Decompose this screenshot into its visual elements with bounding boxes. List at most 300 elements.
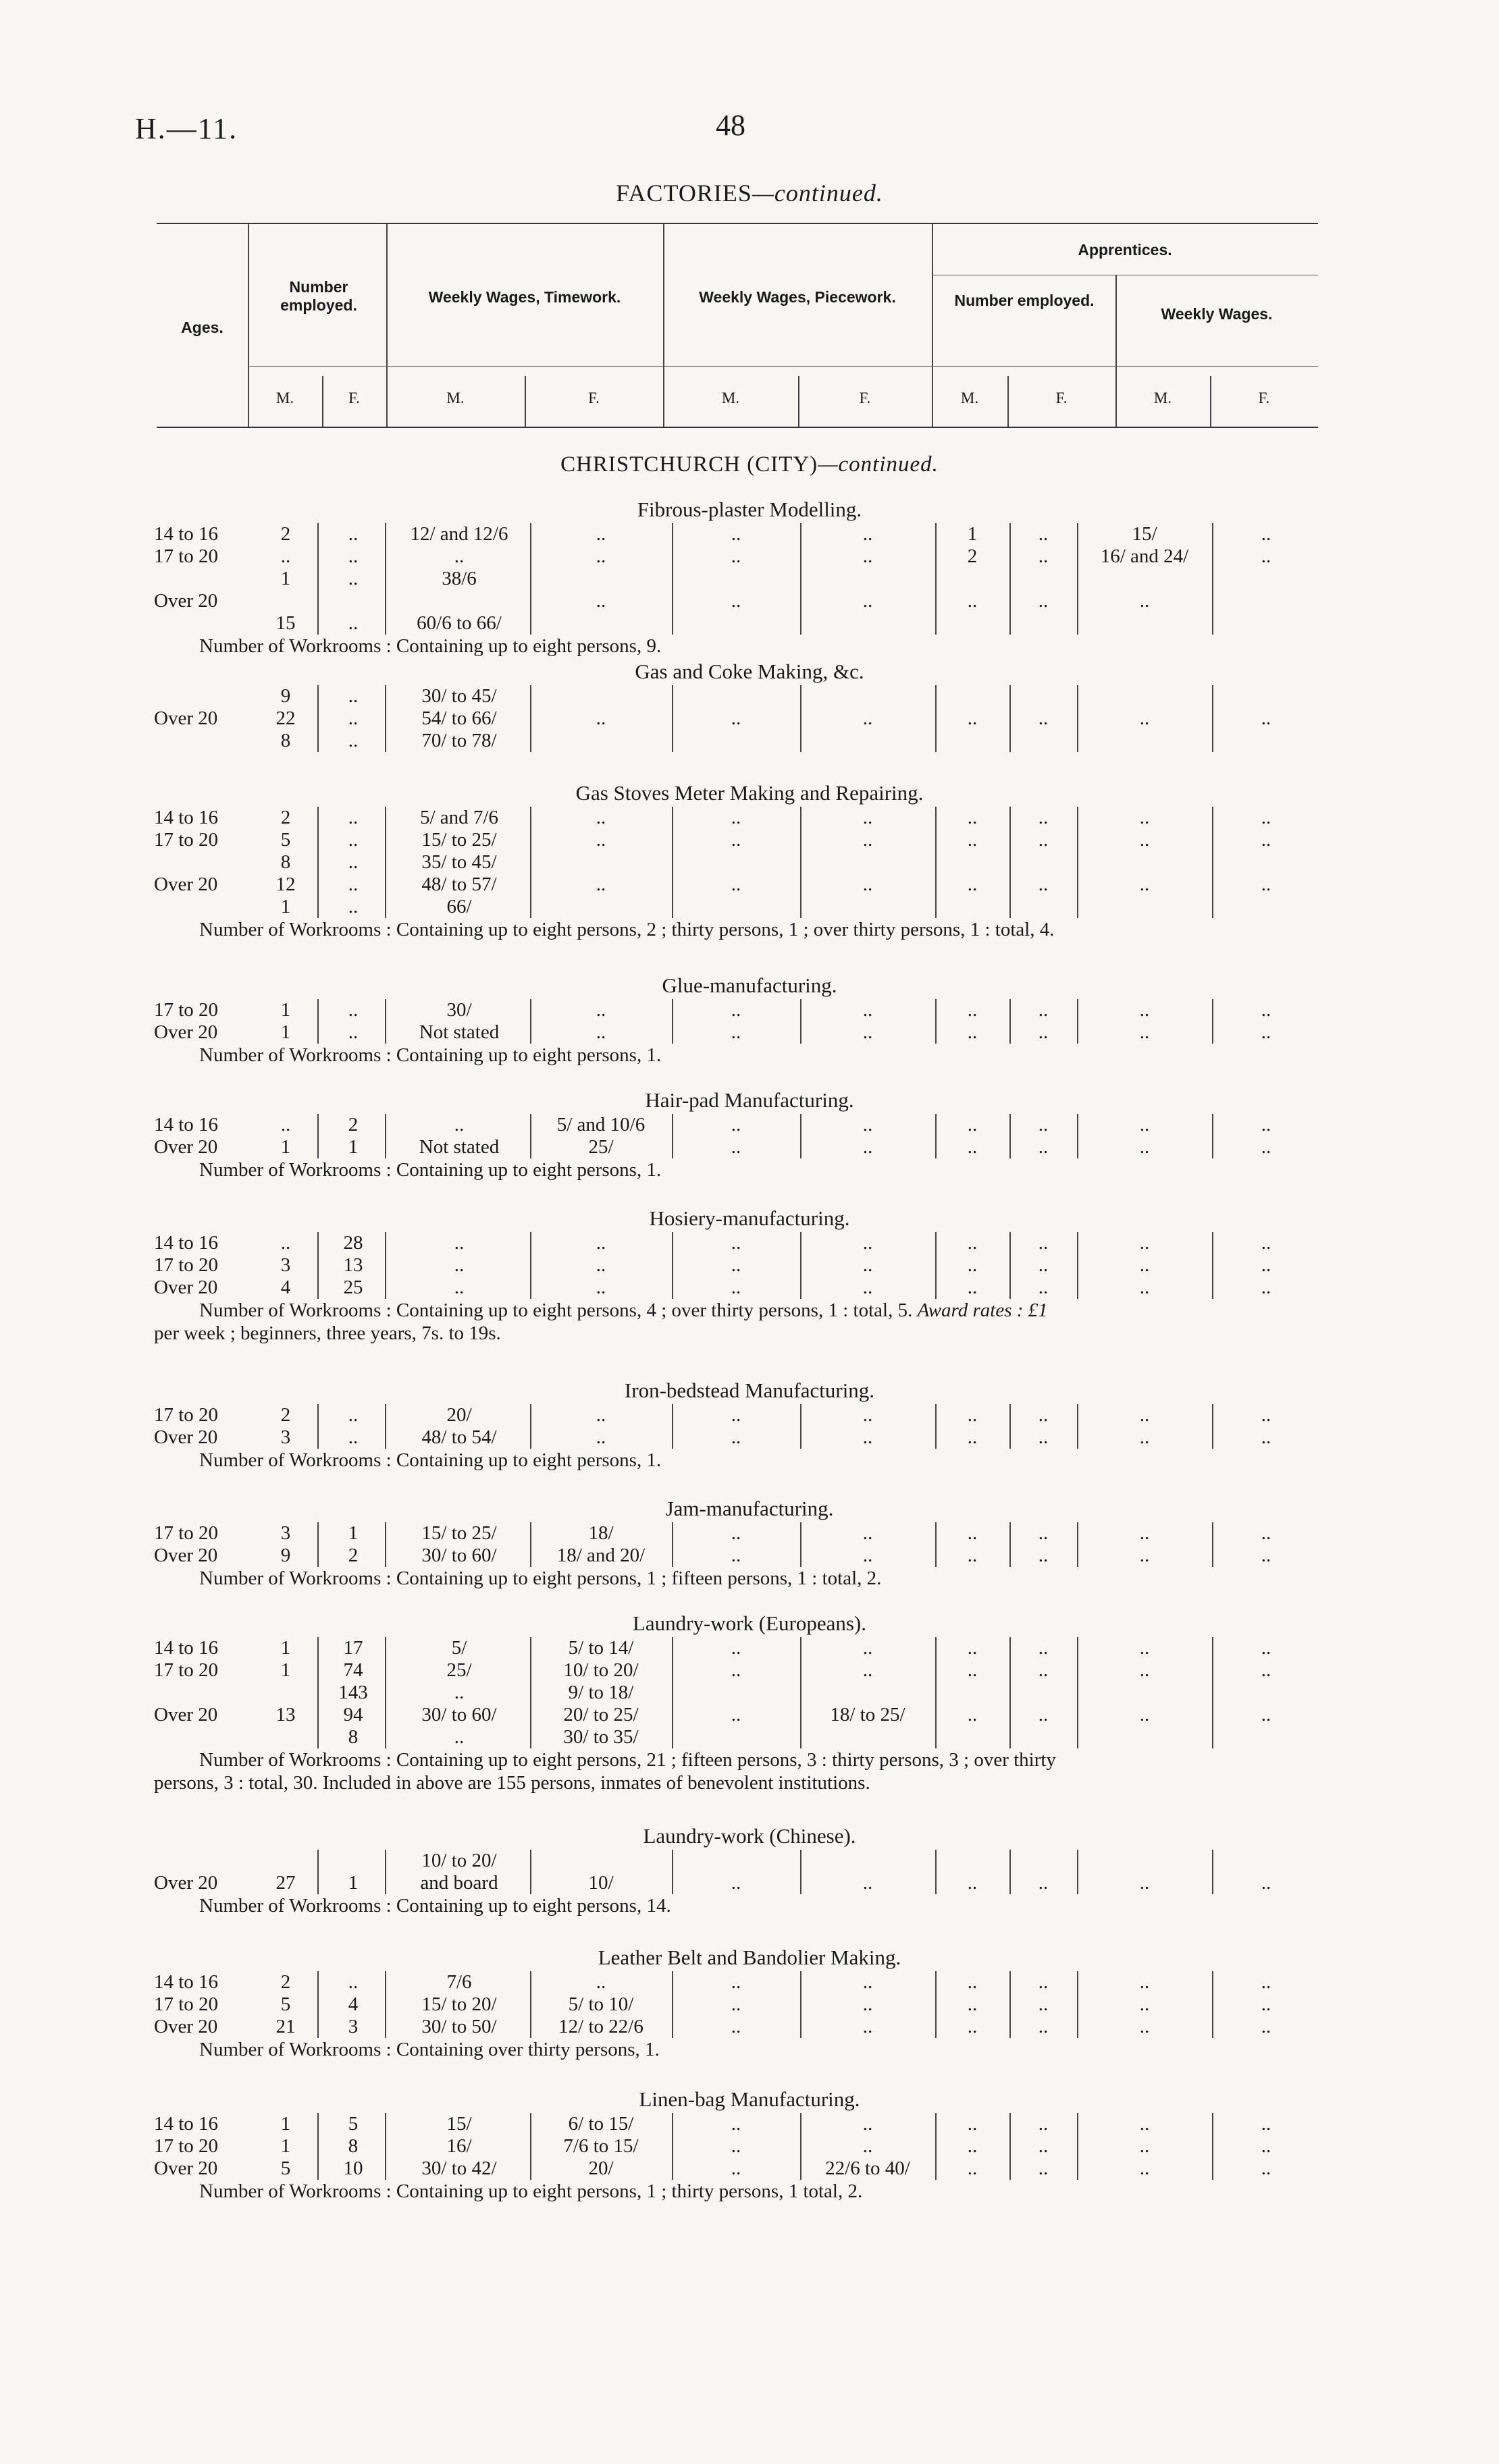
- workrooms-note: [0, 1299, 1499, 1322]
- age-cell: 17 to 20: [154, 1404, 219, 1426]
- age-cell: 17 to 20: [154, 999, 219, 1021]
- age-cell: Over 20: [154, 1426, 218, 1448]
- age-cell: 17 to 20: [154, 545, 219, 567]
- column-rule: [385, 1021, 386, 1044]
- table-cell: ..: [596, 523, 606, 545]
- table-cell: ..: [1139, 1021, 1150, 1043]
- table-row: [0, 1136, 1499, 1158]
- table-cell: ..: [862, 1522, 873, 1544]
- column-rule: [530, 1850, 531, 1872]
- table-cell: ..: [596, 999, 606, 1021]
- table-cell: ..: [731, 999, 741, 1021]
- column-rule: [385, 1659, 386, 1682]
- section-title: Linen-bag Manufacturing.: [639, 2087, 860, 2111]
- workrooms-note-text: Number of Workrooms : Containing up to eight persons, 1.: [199, 1159, 662, 1181]
- table-cell: ..: [862, 1637, 873, 1659]
- table-cell: ..: [1038, 1404, 1049, 1426]
- table-cell: ..: [731, 1545, 741, 1566]
- table-cell: ..: [862, 874, 873, 895]
- table-cell: ..: [1139, 2158, 1150, 2179]
- column-rule: [317, 1872, 319, 1894]
- column-rule: [385, 2135, 386, 2158]
- table-cell: ..: [731, 1232, 741, 1254]
- workrooms-note-text: Number of Workrooms : Containing up to eight persons, 21 ; fifteen persons, 3 : thirty persons, 3 ; over thirty: [199, 1749, 1056, 1771]
- table-cell: ..: [1261, 1545, 1271, 1566]
- table-cell: ..: [596, 545, 606, 567]
- table-cell: ..: [967, 1136, 978, 1158]
- column-rule: [1009, 1850, 1011, 1872]
- table-cell: ..: [1139, 1545, 1150, 1566]
- table-cell: 60/6 to 66/: [417, 612, 502, 634]
- table-cell: ..: [967, 1522, 978, 1544]
- table-cell: ..: [967, 1114, 978, 1135]
- age-cell: 14 to 16: [154, 1637, 219, 1659]
- workrooms-note-text: Number of Workrooms : Containing up to eight persons, 2 ; thirty persons, 1 ; over thirty persons, 1 : total, 4.: [199, 919, 1055, 940]
- table-cell: 54/ to 66/: [421, 707, 497, 729]
- table-cell: ..: [1139, 1659, 1150, 1681]
- table-cell: ..: [1139, 1522, 1150, 1544]
- column-rule: [385, 1114, 386, 1136]
- age-cell: 14 to 16: [154, 1971, 219, 1993]
- table-cell: ..: [1261, 874, 1271, 895]
- table-cell: ..: [596, 590, 606, 612]
- table-cell: ..: [1261, 1277, 1271, 1298]
- award-rates: Award rates : £1: [917, 1300, 1048, 1321]
- column-rule: [1009, 1682, 1011, 1704]
- column-rule: [1212, 590, 1213, 612]
- section-rows: [0, 1114, 1499, 1158]
- section: [0, 1377, 1499, 1472]
- column-rule: [317, 807, 319, 829]
- table-cell: ..: [862, 1404, 873, 1426]
- table-cell: ..: [1139, 1426, 1150, 1448]
- table-cell: 74: [343, 1659, 363, 1681]
- column-rule: [317, 1136, 319, 1158]
- column-rule: [1009, 730, 1011, 752]
- table-cell: ..: [731, 1404, 741, 1426]
- table-cell: ..: [1261, 1637, 1271, 1659]
- table-cell: 12/ to 22/6: [558, 2016, 643, 2037]
- table-cell: 18/: [588, 1522, 614, 1544]
- table-cell: ..: [454, 545, 465, 567]
- table-cell: 28: [343, 1232, 363, 1254]
- column-rule: [672, 896, 673, 918]
- column-rule: [317, 2113, 319, 2135]
- table-cell: 1: [280, 568, 291, 589]
- table-cell: ..: [967, 1426, 978, 1448]
- table-cell: Not stated: [419, 1136, 500, 1158]
- page-number: 48: [716, 109, 745, 142]
- table-cell: ..: [348, 730, 359, 751]
- table-cell: 1: [280, 1637, 291, 1659]
- table-cell: 1: [280, 1659, 291, 1681]
- table-cell: 22: [275, 707, 296, 729]
- table-cell: 3: [280, 1254, 291, 1276]
- column-rule: [385, 1682, 386, 1704]
- table-cell: ..: [1261, 1872, 1271, 1894]
- section-title: Hair-pad Manufacturing.: [645, 1088, 854, 1112]
- table-cell: ..: [862, 1021, 873, 1043]
- table-cell: 18/ and 20/: [556, 1545, 646, 1566]
- column-rule: [385, 1426, 386, 1449]
- workrooms-note-text: Number of Workrooms : Containing up to eight persons, 1 ; thirty persons, 1 total, 2.: [199, 2180, 863, 2202]
- table-cell: ..: [596, 707, 606, 729]
- table-cell: ..: [348, 874, 359, 895]
- table-cell: 1: [280, 999, 291, 1021]
- table-cell: ..: [1261, 1971, 1271, 1993]
- table-cell: 94: [343, 1704, 363, 1725]
- table-cell: ..: [1261, 2016, 1271, 2037]
- table-cell: ..: [1261, 1114, 1271, 1135]
- age-cell: Over 20: [154, 590, 218, 612]
- table-cell: 15: [275, 612, 296, 634]
- table-cell: 48/ to 57/: [421, 874, 497, 895]
- table-cell: ..: [596, 1254, 606, 1276]
- col-m: M.: [960, 390, 979, 406]
- section-rows: [0, 1637, 1499, 1748]
- table-cell: ..: [348, 1404, 359, 1426]
- column-rule: [1009, 1726, 1011, 1748]
- table-cell: 30/ to 60/: [421, 1545, 497, 1566]
- table-cell: 5/ to 10/: [568, 1993, 634, 2015]
- column-rule: [385, 2016, 386, 2038]
- table-cell: ..: [731, 1993, 741, 2015]
- table-cell: ..: [967, 2135, 978, 2157]
- table-cell: ..: [348, 685, 359, 707]
- table-cell: 2: [348, 1545, 359, 1566]
- section-title: Fibrous-plaster Modelling.: [637, 498, 862, 521]
- table-cell: ..: [1261, 707, 1271, 729]
- table-cell: ..: [1038, 1704, 1049, 1725]
- col-app-wages: Weekly Wages.: [1161, 305, 1273, 323]
- table-row: [0, 851, 1499, 874]
- col-f: F.: [588, 390, 600, 406]
- column-rule: [317, 1993, 319, 2016]
- column-rule: [935, 1726, 937, 1748]
- table-cell: 5: [280, 2158, 291, 2179]
- table-cell: 1: [348, 1522, 359, 1544]
- table-cell: ..: [731, 2113, 741, 2135]
- table-cell: ..: [862, 545, 873, 567]
- table-cell: 1: [280, 2113, 291, 2135]
- table-cell: ..: [967, 2158, 978, 2179]
- section: [0, 2086, 1499, 2203]
- table-row: [0, 1971, 1499, 1993]
- table-cell: ..: [1139, 1993, 1150, 2015]
- table-cell: ..: [1139, 2113, 1150, 2135]
- table-cell: 13: [275, 1704, 296, 1725]
- table-row: [0, 2113, 1499, 2135]
- table-cell: 3: [280, 1426, 291, 1448]
- workrooms-note: [0, 1567, 1499, 1590]
- table-row: [0, 874, 1499, 896]
- table-row: [0, 807, 1499, 829]
- column-rule: [317, 1704, 319, 1726]
- table-cell: 9: [280, 685, 291, 707]
- workrooms-note: [0, 1894, 1499, 1917]
- table-cell: ..: [967, 1404, 978, 1426]
- section-title: Iron-bedstead Manufacturing.: [624, 1378, 875, 1402]
- table-cell: ..: [1261, 1404, 1271, 1426]
- column-rule: [317, 1277, 319, 1299]
- column-rule: [1212, 896, 1213, 918]
- table-cell: ..: [1038, 1637, 1049, 1659]
- column-rule: [530, 685, 531, 707]
- table-cell: ..: [1038, 1659, 1049, 1681]
- workrooms-note: [0, 1044, 1499, 1067]
- column-rule: [1077, 1850, 1078, 1872]
- table-cell: ..: [348, 707, 359, 729]
- table-cell: ..: [967, 1971, 978, 1993]
- table-cell: 20/: [446, 1404, 472, 1426]
- table-cell: 16/ and 24/: [1100, 545, 1189, 567]
- column-rule: [317, 851, 319, 874]
- column-rule: [385, 999, 386, 1021]
- table-row: [0, 1993, 1499, 2016]
- column-rule: [1077, 685, 1078, 707]
- column-rule: [317, 545, 319, 568]
- table-cell: ..: [1261, 829, 1271, 851]
- table-cell: ..: [1261, 999, 1271, 1021]
- column-rule: [672, 851, 673, 874]
- column-rule: [1077, 1726, 1078, 1748]
- age-cell: 14 to 16: [154, 1114, 219, 1135]
- table-cell: ..: [348, 568, 359, 589]
- table-cell: ..: [454, 1726, 465, 1748]
- col-m: M.: [446, 390, 465, 406]
- table-cell: ..: [967, 1021, 978, 1043]
- table-cell: 10/: [588, 1872, 614, 1894]
- table-cell: ..: [731, 1136, 741, 1158]
- table-cell: ..: [862, 1659, 873, 1681]
- column-rule: [385, 1404, 386, 1426]
- table-cell: 30/ to 50/: [421, 2016, 497, 2037]
- section-title: Glue-manufacturing.: [662, 973, 837, 997]
- table-cell: ..: [862, 2135, 873, 2157]
- table-cell: ..: [967, 1637, 978, 1659]
- column-rule: [935, 851, 937, 874]
- table-cell: ..: [967, 2113, 978, 2135]
- table-cell: ..: [731, 590, 741, 612]
- table-cell: ..: [967, 1545, 978, 1566]
- column-rule: [317, 1659, 319, 1682]
- column-rule: [317, 1726, 319, 1748]
- column-rule: [1009, 568, 1011, 590]
- table-cell: 2: [280, 523, 291, 545]
- table-cell: 20/ to 25/: [563, 1704, 639, 1725]
- column-rule: [385, 829, 386, 851]
- table-cell: ..: [1038, 1232, 1049, 1254]
- table-cell: ..: [596, 1971, 606, 1993]
- table-cell: ..: [1038, 707, 1049, 729]
- table-cell: 18/ to 25/: [830, 1704, 905, 1725]
- col-f: F.: [348, 390, 360, 406]
- age-cell: Over 20: [154, 707, 218, 729]
- table-cell: 38/6: [442, 568, 477, 589]
- table-cell: ..: [596, 829, 606, 851]
- column-rule: [800, 730, 801, 752]
- workrooms-note: [0, 1158, 1499, 1181]
- table-row: [0, 612, 1499, 635]
- table-cell: ..: [454, 1682, 465, 1703]
- table-cell: ..: [862, 1254, 873, 1276]
- table-cell: ..: [1139, 1232, 1150, 1254]
- col-m: M.: [1153, 390, 1172, 406]
- column-rule: [385, 896, 386, 918]
- column-rule: [317, 1850, 319, 1872]
- workrooms-note: [0, 1748, 1499, 1771]
- table-cell: ..: [862, 2016, 873, 2037]
- table-cell: 1: [348, 1872, 359, 1894]
- page-title-text: FACTORIES: [616, 180, 752, 207]
- table-cell: ..: [731, 1426, 741, 1448]
- table-cell: ..: [348, 807, 359, 828]
- section-rows: [0, 1522, 1499, 1567]
- column-rule: [800, 896, 801, 918]
- column-rule: [1009, 851, 1011, 874]
- table-cell: ..: [1038, 2016, 1049, 2037]
- table-row: [0, 730, 1499, 752]
- column-rule: [385, 1704, 386, 1726]
- table-cell: ..: [731, 1021, 741, 1043]
- section-rows: [0, 1850, 1499, 1894]
- age-cell: 17 to 20: [154, 2135, 219, 2157]
- workrooms-note: [0, 635, 1499, 658]
- table-cell: ..: [967, 1704, 978, 1725]
- table-cell: ..: [731, 1971, 741, 1993]
- table-cell: ..: [862, 1971, 873, 1993]
- column-rule: [530, 896, 531, 918]
- column-rule: [385, 1136, 386, 1158]
- table-cell: ..: [1261, 2113, 1271, 2135]
- table-cell: ..: [1261, 807, 1271, 828]
- table-cell: ..: [967, 807, 978, 828]
- table-cell: ..: [454, 1254, 465, 1276]
- table-cell: ..: [348, 612, 359, 634]
- column-rule: [530, 851, 531, 874]
- column-rule: [1212, 1850, 1213, 1872]
- table-cell: ..: [1038, 1114, 1049, 1135]
- table-cell: 2: [967, 545, 978, 567]
- column-rule: [385, 523, 386, 545]
- col-f: F.: [1055, 390, 1068, 406]
- column-rule: [1212, 612, 1213, 635]
- table-row: [0, 523, 1499, 545]
- table-row: [0, 829, 1499, 851]
- table-row: [0, 1659, 1499, 1682]
- table-cell: ..: [280, 545, 291, 567]
- table-cell: ..: [1139, 1704, 1150, 1725]
- table-cell: 10/ to 20/: [421, 1850, 497, 1871]
- workrooms-note: [0, 2180, 1499, 2203]
- table-cell: ..: [731, 1704, 741, 1725]
- column-rule: [1212, 685, 1213, 707]
- table-cell: 8: [280, 851, 291, 873]
- table-cell: ..: [348, 829, 359, 851]
- table-cell: ..: [1038, 1993, 1049, 2015]
- table-cell: ..: [1038, 1872, 1049, 1894]
- table-cell: ..: [1139, 590, 1150, 612]
- table-cell: ..: [454, 1232, 465, 1254]
- workrooms-note-continued: per week ; beginners, three years, 7s. to 19s.: [154, 1322, 501, 1344]
- column-rule: [672, 730, 673, 752]
- table-cell: ..: [596, 1232, 606, 1254]
- column-rule: [385, 1637, 386, 1659]
- table-cell: ..: [1038, 807, 1049, 828]
- workrooms-note: [0, 918, 1499, 941]
- table-cell: ..: [1261, 523, 1271, 545]
- table-cell: ..: [967, 1993, 978, 2015]
- column-rule: [935, 685, 937, 707]
- table-cell: ..: [1139, 1114, 1150, 1135]
- column-rule: [1212, 1726, 1213, 1748]
- table-cell: ..: [967, 1254, 978, 1276]
- table-cell: 1: [280, 1021, 291, 1043]
- age-cell: Over 20: [154, 2016, 218, 2037]
- age-cell: 17 to 20: [154, 1993, 219, 2015]
- table-row: [0, 2135, 1499, 2158]
- table-cell: 25/: [588, 1136, 614, 1158]
- column-rule: [385, 1277, 386, 1299]
- section: [0, 780, 1499, 941]
- section-rows: [0, 1232, 1499, 1299]
- table-cell: ..: [596, 1277, 606, 1298]
- column-rule: [935, 1850, 937, 1872]
- column-rule: [672, 568, 673, 590]
- table-cell: ..: [348, 1971, 359, 1993]
- age-cell: Over 20: [154, 1545, 218, 1566]
- table-cell: ..: [348, 545, 359, 567]
- col-m: M.: [275, 390, 294, 406]
- age-cell: 14 to 16: [154, 1232, 219, 1254]
- table-cell: ..: [1139, 1136, 1150, 1158]
- table-cell: ..: [731, 2158, 741, 2179]
- section-title: Laundry-work (Europeans).: [632, 1611, 867, 1635]
- workrooms-note-text: Number of Workrooms : Containing over thirty persons, 1.: [199, 2039, 660, 2060]
- table-row: [0, 568, 1499, 590]
- table-cell: ..: [731, 1637, 741, 1659]
- table-cell: ..: [1261, 1136, 1271, 1158]
- page-title: [0, 179, 1499, 207]
- column-rule: [317, 2158, 319, 2180]
- age-cell: Over 20: [154, 1277, 218, 1298]
- table-row: [0, 1522, 1499, 1545]
- table-cell: 27: [275, 1872, 296, 1894]
- section: [0, 1087, 1499, 1181]
- section: [0, 1944, 1499, 2061]
- table-cell: ..: [1038, 2135, 1049, 2157]
- column-rule: [385, 545, 386, 568]
- column-rule: [385, 730, 386, 752]
- table-cell: 4: [280, 1277, 291, 1298]
- column-rule: [317, 1021, 319, 1044]
- column-rule: [317, 1426, 319, 1449]
- table-row: [0, 1277, 1499, 1299]
- table-cell: ..: [862, 1277, 873, 1298]
- table-cell: 5/ to 14/: [568, 1637, 634, 1659]
- table-cell: ..: [862, 707, 873, 729]
- column-rule: [317, 999, 319, 1021]
- column-rule: [317, 590, 319, 612]
- age-cell: 14 to 16: [154, 807, 219, 828]
- table-cell: ..: [596, 1021, 606, 1043]
- table-cell: ..: [1139, 807, 1150, 828]
- column-rule: [317, 829, 319, 851]
- table-cell: ..: [862, 1136, 873, 1158]
- table-cell: ..: [1038, 2113, 1049, 2135]
- table-cell: ..: [348, 523, 359, 545]
- table-cell: 5/: [451, 1637, 467, 1659]
